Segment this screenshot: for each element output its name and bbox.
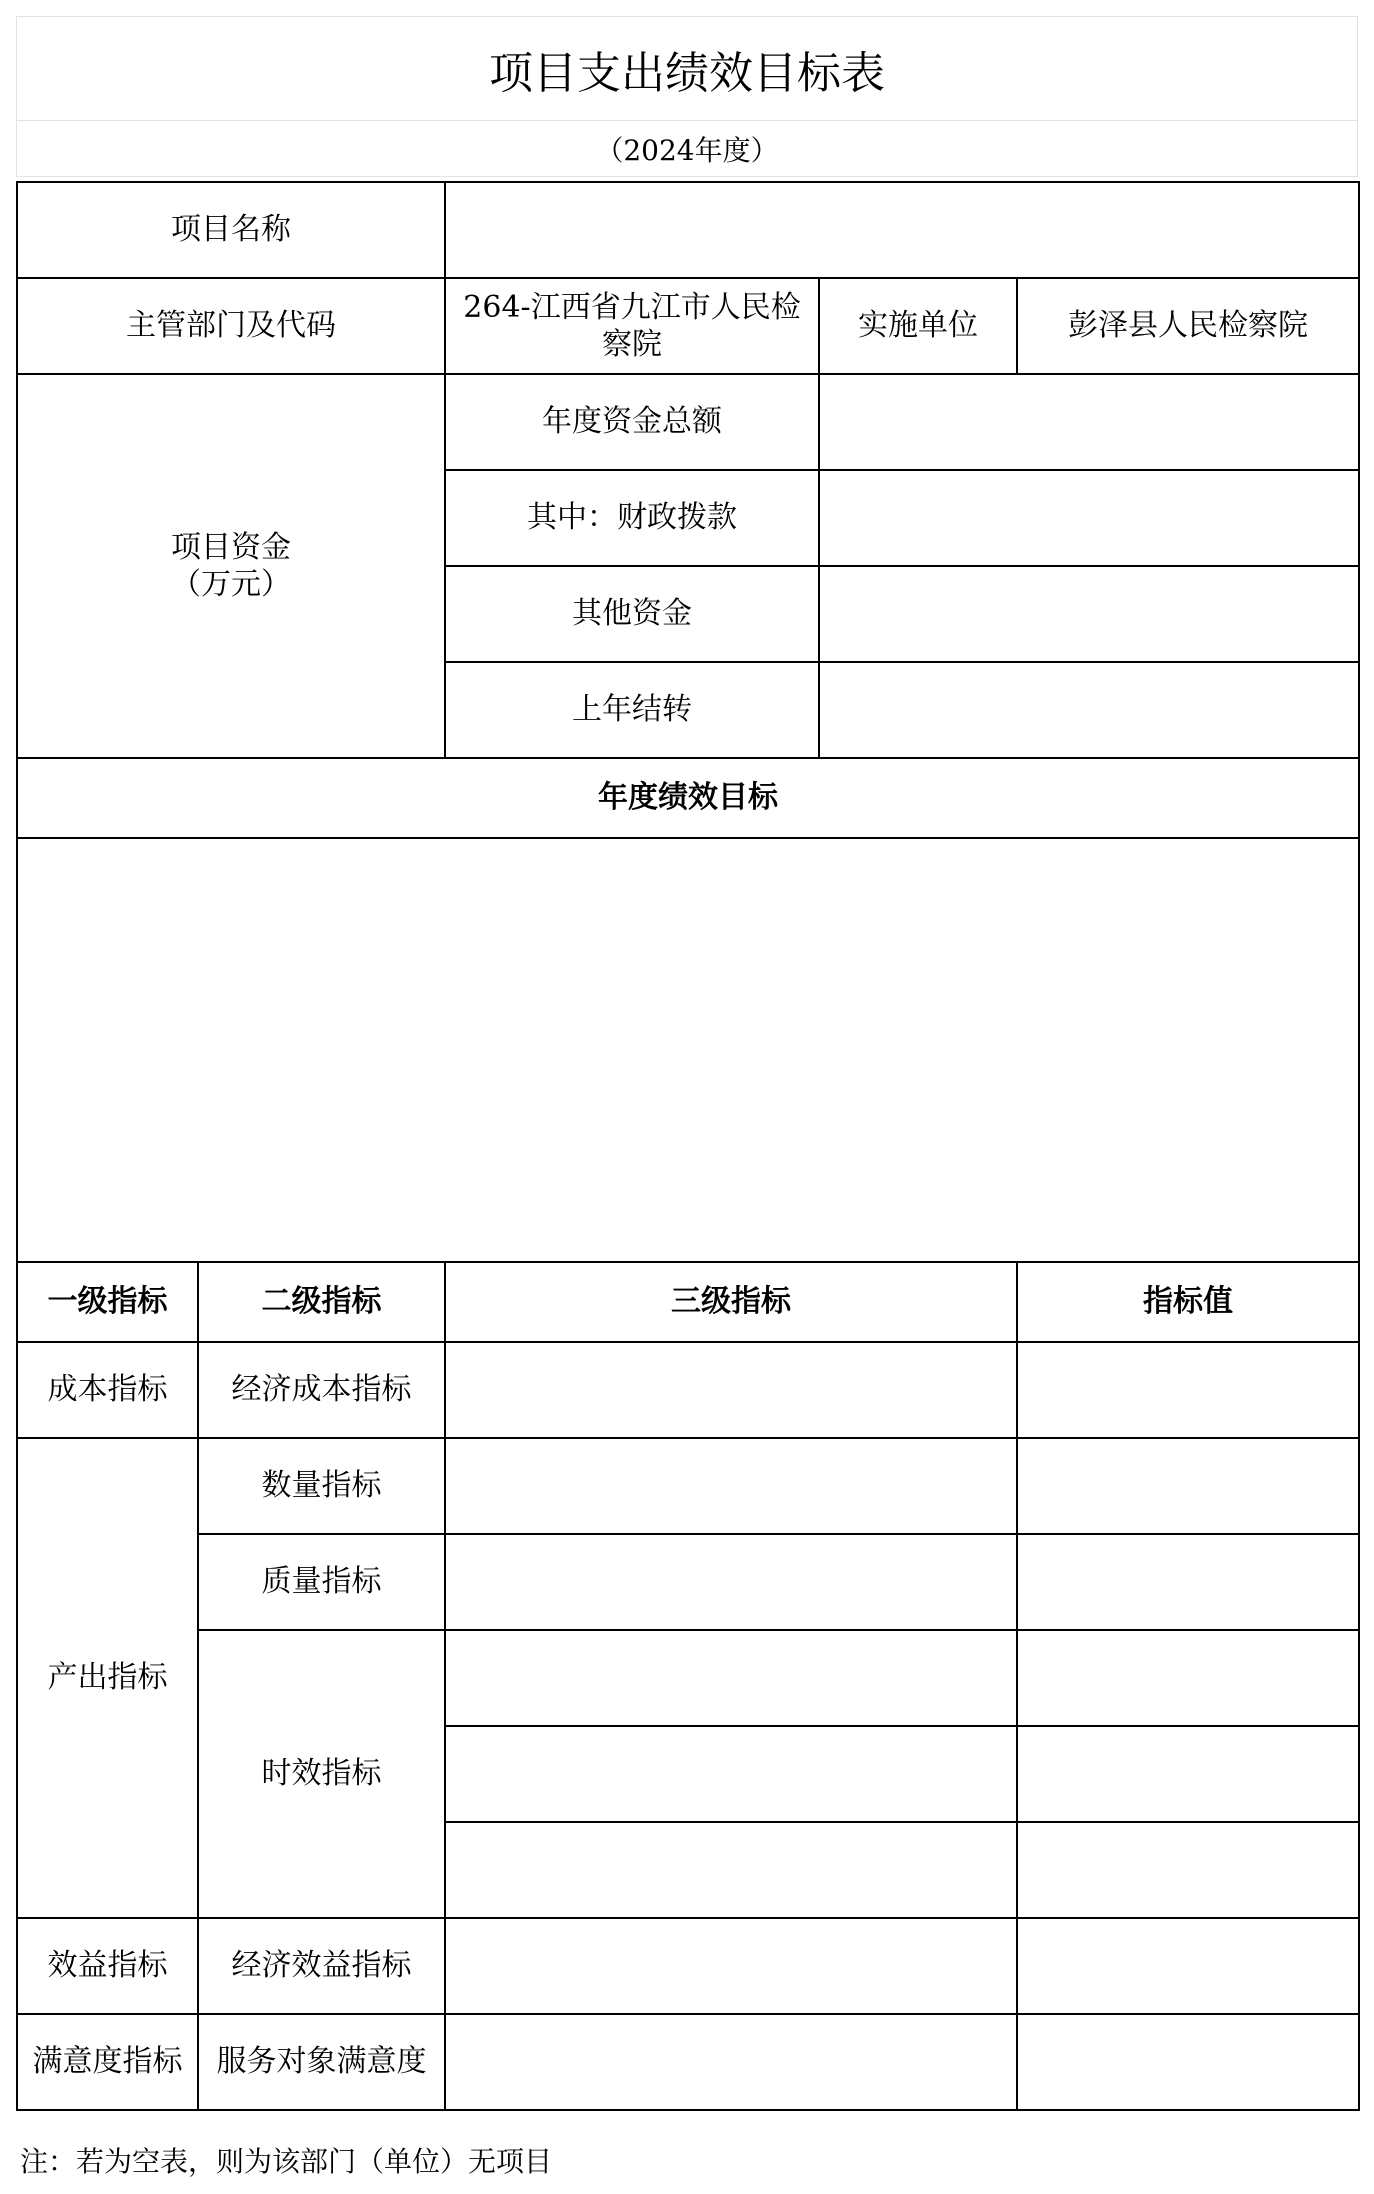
indicator-row — [17, 2014, 1359, 2110]
indicator-level3-cell — [445, 1438, 1017, 1534]
dept-value: 264-江西省九江市人民检察院 — [445, 278, 819, 374]
funds-fiscal-value — [819, 470, 1359, 566]
funds-label: 项目资金 — [171, 529, 291, 565]
annual-goal-text — [17, 838, 1359, 1262]
header-level1: 一级指标 — [17, 1262, 198, 1342]
indicator-value-cell — [1017, 1918, 1359, 2014]
indicator-level3-cell — [445, 1534, 1017, 1630]
funds-label-cell — [17, 374, 445, 758]
funds-carryover-label: 上年结转 — [445, 662, 819, 758]
funds-row — [17, 374, 1359, 470]
project-name-label: 项目名称 — [17, 182, 445, 278]
indicator-row — [17, 1342, 1359, 1438]
satisfaction-level1: 满意度指标 — [17, 2014, 198, 2110]
annual-goal-body-row — [17, 838, 1359, 1262]
funds-total-value — [819, 374, 1359, 470]
satisfaction-level2: 服务对象满意度 — [198, 2014, 445, 2110]
indicator-level3-cell — [445, 1918, 1017, 2014]
indicator-row — [17, 1438, 1359, 1534]
header-level2: 二级指标 — [198, 1262, 445, 1342]
department-row — [17, 278, 1359, 374]
header-level3: 三级指标 — [445, 1262, 1017, 1342]
indicator-level3-cell — [445, 1822, 1017, 1918]
indicator-value-cell — [1017, 1726, 1359, 1822]
dept-label: 主管部门及代码 — [17, 278, 445, 374]
indicator-row — [17, 1630, 1359, 1726]
funds-unit: （万元） — [171, 567, 291, 602]
indicator-row — [17, 1534, 1359, 1630]
indicator-value-cell — [1017, 1342, 1359, 1438]
indicator-header-row — [17, 1262, 1359, 1342]
output-quality: 质量指标 — [198, 1534, 445, 1630]
project-name-value — [445, 182, 1359, 278]
cost-level1: 成本指标 — [17, 1342, 198, 1438]
funds-fiscal-label: 其中：财政拨款 — [445, 470, 819, 566]
performance-table — [16, 181, 1360, 2111]
funds-other-label: 其他资金 — [445, 566, 819, 662]
output-timeliness: 时效指标 — [198, 1630, 445, 1918]
annual-goal-header: 年度绩效目标 — [17, 758, 1359, 838]
output-quantity: 数量指标 — [198, 1438, 445, 1534]
indicator-row — [17, 1918, 1359, 2014]
benefit-level2: 经济效益指标 — [198, 1918, 445, 2014]
form-frame — [16, 16, 1358, 2156]
indicator-value-cell — [1017, 1534, 1359, 1630]
indicator-value-cell — [1017, 1630, 1359, 1726]
form-year: （2024年度） — [16, 121, 1358, 177]
cost-level2: 经济成本指标 — [198, 1342, 445, 1438]
funds-other-value — [819, 566, 1359, 662]
header-value: 指标值 — [1017, 1262, 1359, 1342]
funds-carryover-value — [819, 662, 1359, 758]
project-name-row — [17, 182, 1359, 278]
indicator-level3-cell — [445, 2014, 1017, 2110]
indicator-value-cell — [1017, 1822, 1359, 1918]
funds-total-label: 年度资金总额 — [445, 374, 819, 470]
benefit-level1: 效益指标 — [17, 1918, 198, 2014]
form-title: 项目支出绩效目标表 — [16, 16, 1358, 121]
output-level1: 产出指标 — [17, 1438, 198, 1918]
indicator-level3-cell — [445, 1726, 1017, 1822]
footnote: 注：若为空表，则为该部门（单位）无项目 — [20, 2145, 553, 2178]
indicator-value-cell — [1017, 1438, 1359, 1534]
impl-value: 彭泽县人民检察院 — [1017, 278, 1359, 374]
impl-label: 实施单位 — [819, 278, 1017, 374]
indicator-level3-cell — [445, 1630, 1017, 1726]
indicator-value-cell — [1017, 2014, 1359, 2110]
indicator-level3-cell — [445, 1342, 1017, 1438]
annual-goal-header-row — [17, 758, 1359, 838]
